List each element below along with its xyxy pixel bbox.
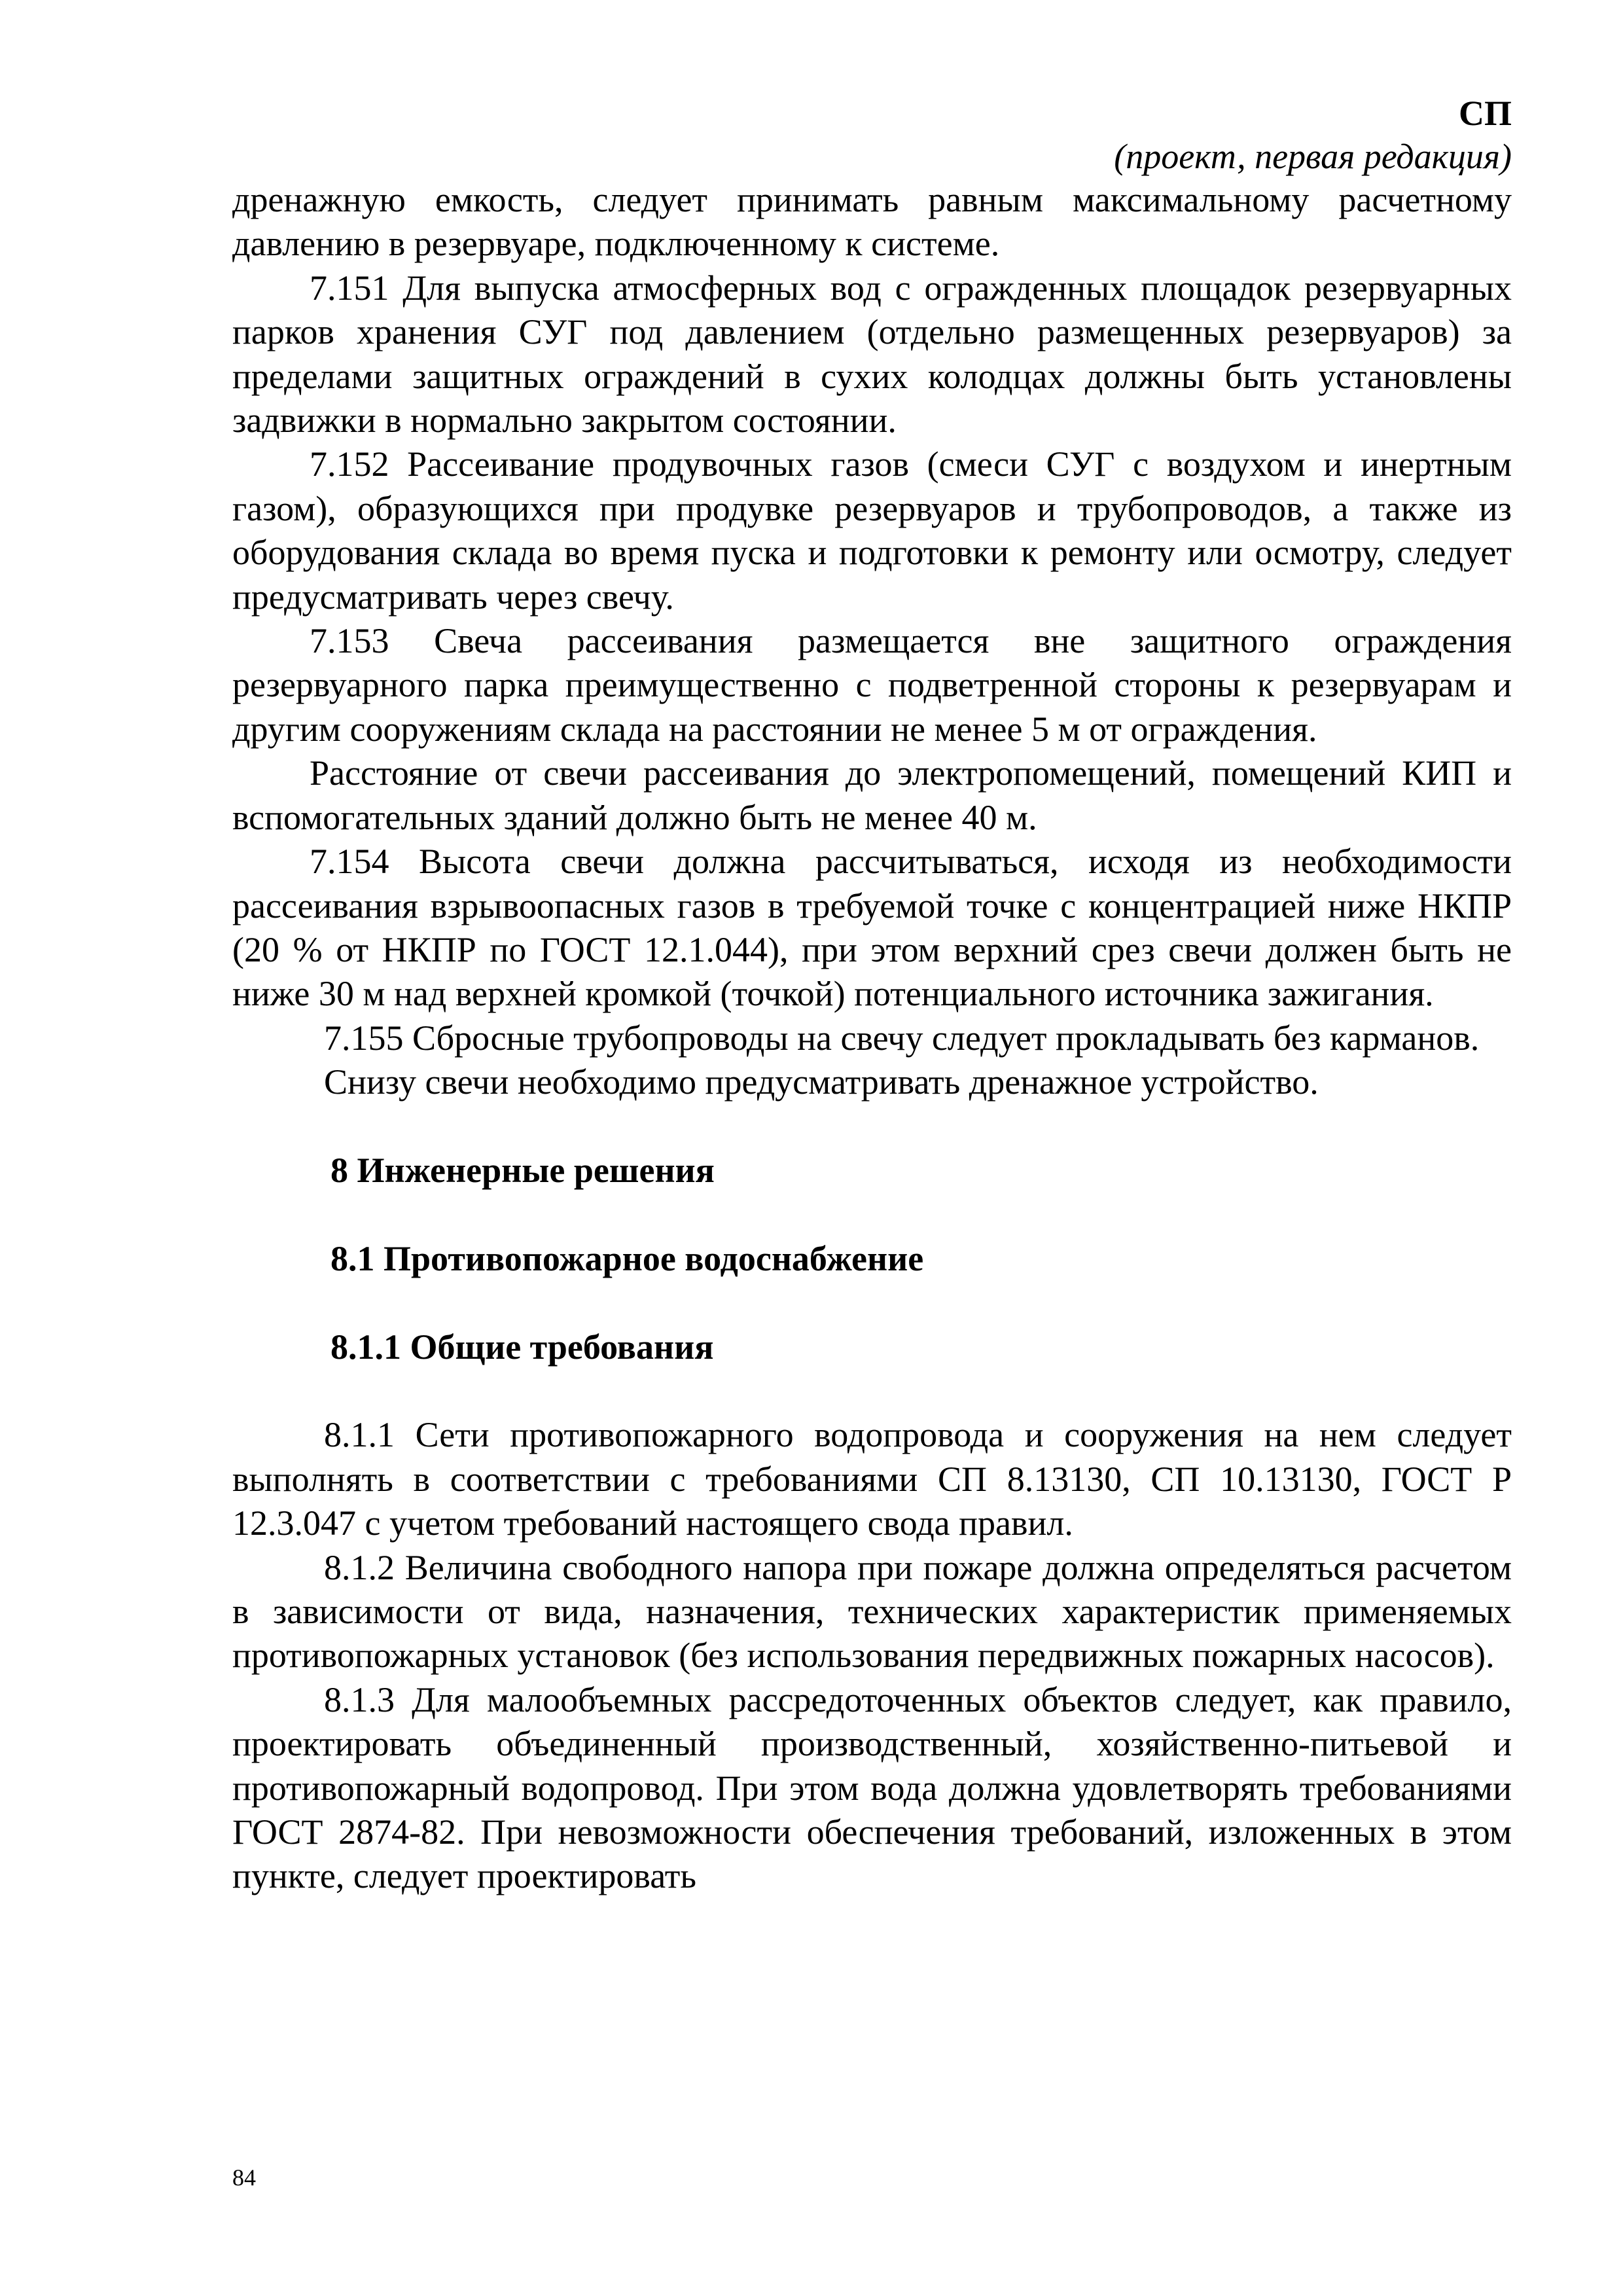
document-page: [232, 92, 1512, 1899]
paragraph-8-1-2: 8.1.2 Величина свободного напора при пожаре должна определяться расчетом в зависимости от вида, назначения, технических характеристик применяемых противопожарных установок (без использования передвижных пожарных насосов).: [232, 1547, 1512, 1676]
paragraph-7-154: 7.154 Высота свечи должна рассчитываться, исходя из необходимости рассеивания взрывоопасных газов в требуемой точке с концентрацией ниже НКПР (20 % от НКПР по ГОСТ 12.1.044), при этом верхний срез свечи должен быть не ниже 30 м над верхней кромкой (точкой) потенциального источника зажигания.: [232, 842, 1512, 1014]
paragraph-continuation: дренажную емкость, следует принимать равным максимальному расчетному давлению в резервуаре, подключенному к системе.: [232, 180, 1512, 264]
spacer: [232, 1105, 1512, 1149]
heading-section-8-1-1: 8.1.1 Общие требования: [330, 1327, 714, 1367]
spacer: [232, 1281, 1512, 1325]
paragraph-8-1-1: 8.1.1 Сети противопожарного водопровода и сооружения на нем следует выполнять в соответствии с требованиями СП 8.13130, СП 10.13130, ГОСТ Р 12.3.047 с учетом требований настоящего свода правил.: [232, 1415, 1512, 1543]
paragraph-7-155: 7.155 Сбросные трубопроводы на свечу следует прокладывать без карманов.: [324, 1018, 1480, 1058]
page-number: 84: [232, 2164, 256, 2191]
spacer: [232, 1369, 1512, 1413]
heading-section-8-1: 8.1 Противопожарное водоснабжение: [330, 1238, 924, 1278]
document-body: [232, 178, 1512, 1899]
paragraph-7-153-distance: Расстояние от свечи рассеивания до электропомещений, помещений КИП и вспомогательных зданий должно быть не менее 40 м.: [232, 753, 1512, 837]
paragraph-8-1-3: 8.1.3 Для малообъемных рассредоточенных объектов следует, как правило, проектировать объединенный производственный, хозяйственно-питьевой и противопожарный водопровод. При этом вода должна удовлетворять требованиями ГОСТ 2874-82. При невозможности обеспечения требований, изложенных в этом пункте, следует проектировать: [232, 1679, 1512, 1896]
paragraph-7-153: 7.153 Свеча рассеивания размещается вне защитного ограждения резервуарного парка преимущественно с подветренной стороны к резервуарам и другим сооружениям склада на расстоянии не менее 5 м от ограждения.: [232, 621, 1512, 749]
paragraph-7-152: 7.152 Рассеивание продувочных газов (смеси СУГ с воздухом и инертным газом), образующихся при продувке резервуаров и трубопроводов, а также из оборудования склада во время пуска и подготовки к ремонту или осмотру, следует предусматривать через свечу.: [232, 444, 1512, 617]
heading-section-8: 8 Инженерные решения: [330, 1150, 715, 1190]
paragraph-7-151: 7.151 Для выпуска атмосферных вод с огражденных площадок резервуарных парков хранения СУГ под давлением (отдельно размещенных резервуаров) за пределами защитных ограждений в сухих колодцах должны быть установлены задвижки в нормально закрытом состоянии.: [232, 268, 1512, 440]
paragraph-7-155-drain: Снизу свечи необходимо предусматривать дренажное устройство.: [324, 1062, 1319, 1102]
spacer: [232, 1193, 1512, 1236]
document-edition: (проект, первая редакция): [1114, 137, 1512, 176]
document-code: СП: [1459, 94, 1512, 133]
